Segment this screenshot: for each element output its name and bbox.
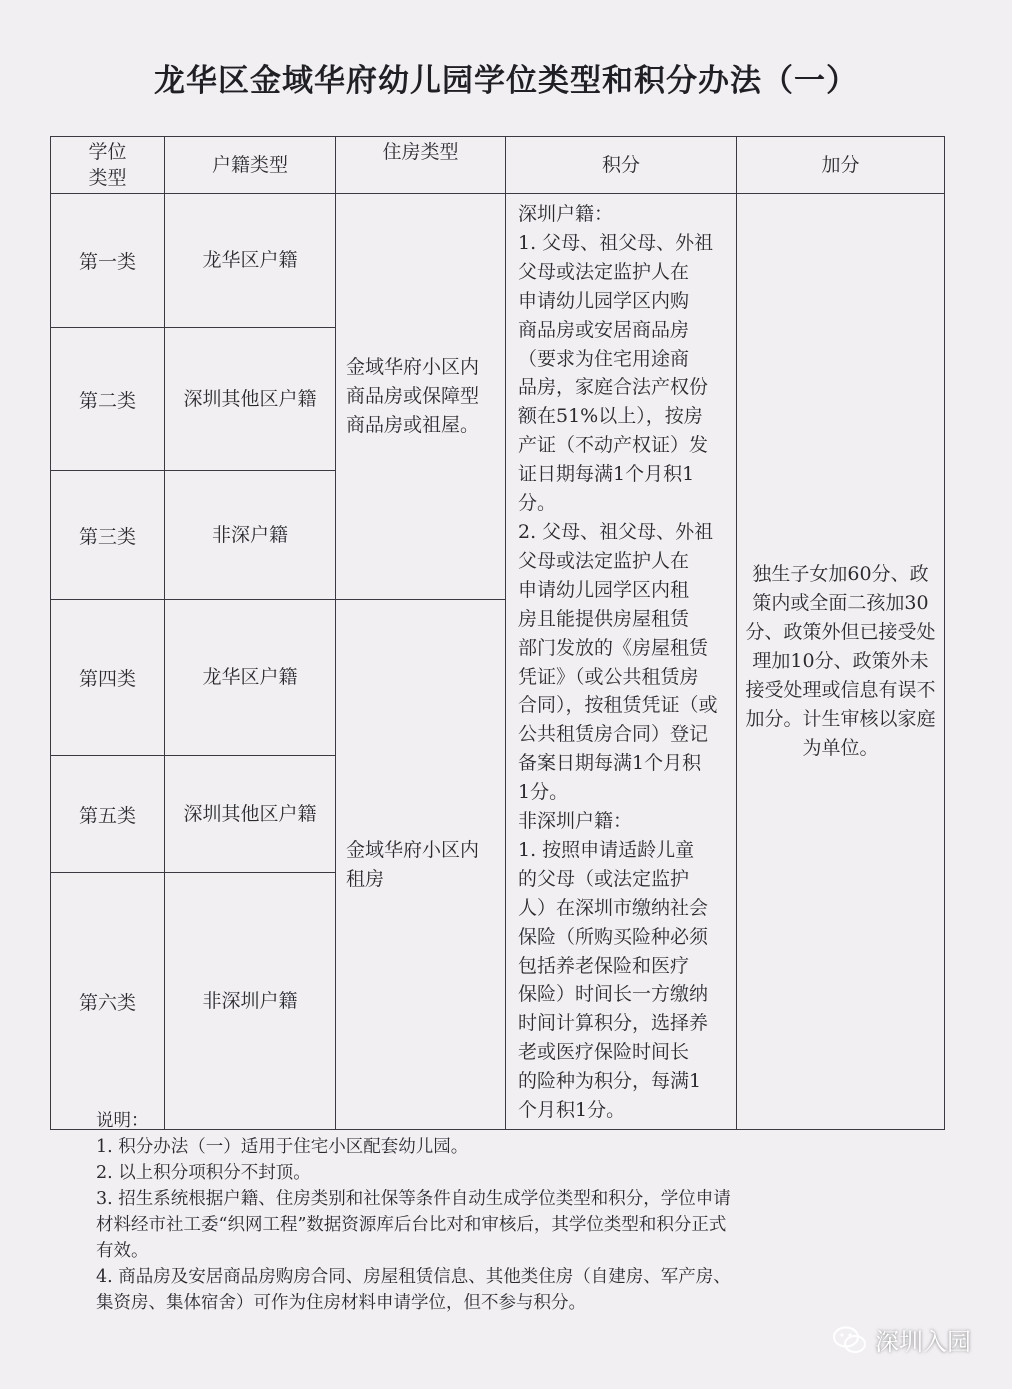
- watermark-text: 深圳入园: [875, 1328, 971, 1356]
- score-line: 房且能提供房屋租赁: [518, 607, 690, 630]
- header-bonus: 加分: [737, 137, 945, 194]
- header-score: 积分: [506, 137, 737, 194]
- score-line: 产证（不动产权证）发: [518, 434, 709, 457]
- note-line: 3. 招生系统根据户籍、住房类别和社保等条件自动生成学位类型和积分，学位申请: [96, 1189, 731, 1209]
- note-line: 2. 以上积分项积分不封顶。: [96, 1163, 311, 1183]
- score-line: 1分。: [518, 781, 569, 804]
- degree-type-cell: 第五类: [51, 756, 165, 873]
- score-cell: [506, 194, 737, 1130]
- notes-section: [96, 1108, 926, 1316]
- hukou-type-cell: 非深户籍: [165, 471, 336, 600]
- score-line: 公共租赁房合同）登记: [518, 723, 709, 746]
- score-line: 凭证》（或公共租赁房: [518, 665, 699, 688]
- hukou-type-cell: 深圳其他区户籍: [165, 756, 336, 873]
- score-line: 商品房或安居商品房: [518, 318, 690, 341]
- note-line: 1. 积分办法（一）适用于住宅小区配套幼儿园。: [96, 1137, 469, 1157]
- score-line: 1. 父母、祖父母、外祖: [518, 231, 714, 254]
- score-line: 分。: [518, 492, 557, 515]
- score-line: 包括养老保险和医疗: [518, 954, 690, 977]
- bonus-cell: 独生子女加60分、政策内或全面二孩加30分、政策外但已接受处理加10分、政策外未接受处理或信息有误不加分。计生审核以家庭为单位。: [737, 194, 945, 1130]
- degree-type-cell: 第三类: [51, 471, 165, 600]
- score-line: 申请幼儿园学区内购: [518, 289, 690, 312]
- score-line: 部门发放的《房屋租赁: [518, 636, 709, 659]
- hukou-type-cell: 深圳其他区户籍: [165, 328, 336, 471]
- table-header-row: [51, 137, 945, 194]
- hukou-type-cell: 非深圳户籍: [165, 873, 336, 1130]
- policy-table: [50, 136, 945, 1130]
- score-line: 2. 父母、祖父母、外祖: [518, 520, 714, 543]
- degree-type-cell: 第四类: [51, 600, 165, 756]
- page-title: 龙华区金域华府幼儿园学位类型和积分办法（一）: [154, 63, 858, 99]
- notes-list: [96, 1134, 926, 1316]
- score-line: 父母或法定监护人在: [518, 549, 690, 572]
- notes-heading: 说明：: [96, 1111, 149, 1131]
- wechat-icon: [833, 1326, 867, 1354]
- header-housing-type: 住房类型: [336, 137, 506, 194]
- score-line: 备案日期每满1个月积: [518, 752, 702, 775]
- score-line: 额在51%以上），按房: [518, 405, 703, 428]
- degree-type-cell: 第一类: [51, 194, 165, 328]
- score-line: 1. 按照申请适龄儿童: [518, 838, 695, 861]
- score-line: 保险（所购买险种必须: [518, 925, 709, 948]
- score-line: 证日期每满1个月积1: [518, 463, 695, 486]
- score-line: 父母或法定监护人在: [518, 260, 690, 283]
- hukou-type-cell: 龙华区户籍: [165, 194, 336, 328]
- score-line: （要求为住宅用途商: [518, 347, 690, 370]
- score-text: [518, 200, 728, 1125]
- score-line: 深圳户籍：: [518, 203, 614, 225]
- degree-type-cell: 第二类: [51, 328, 165, 471]
- watermark: [833, 1322, 971, 1357]
- header-degree-type: 学位 类型: [51, 137, 165, 194]
- score-line: 个月积1分。: [518, 1099, 626, 1122]
- score-line: 时间计算积分，选择养: [518, 1012, 709, 1035]
- score-line: 的险种为积分，每满1: [518, 1070, 702, 1093]
- note-line: 材料经市社工委“织网工程”数据资源库后台比对和审核后，其学位类型和积分正式: [96, 1215, 727, 1235]
- note-line: 集资房、集体宿舍）可作为住房材料申请学位，但不参与积分。: [96, 1293, 586, 1313]
- housing-type-cell: 金域华府小区内租房: [336, 600, 506, 1130]
- score-line: 老或医疗保险时间长: [518, 1041, 690, 1064]
- header-hukou-type: 户籍类型: [165, 137, 336, 194]
- degree-type-cell: 第六类: [51, 873, 165, 1130]
- hukou-type-cell: 龙华区户籍: [165, 600, 336, 756]
- score-line: 人）在深圳市缴纳社会: [518, 896, 709, 919]
- score-line: 保险）时间长一方缴纳: [518, 983, 709, 1006]
- note-line: 有效。: [96, 1241, 149, 1261]
- score-line: 非深圳户籍：: [518, 810, 633, 833]
- housing-type-cell: 金域华府小区内商品房或保障型商品房或祖屋。: [336, 194, 506, 600]
- score-line: 申请幼儿园学区内租: [518, 578, 690, 601]
- table-row: [51, 194, 945, 328]
- note-line: 4. 商品房及安居商品房购房合同、房屋租赁信息、其他类住房（自建房、军产房、: [96, 1267, 731, 1287]
- score-line: 合同），按租赁凭证（或: [518, 694, 718, 717]
- score-line: 的父母（或法定监护: [518, 867, 690, 890]
- score-line: 品房，家庭合法产权份: [518, 376, 709, 399]
